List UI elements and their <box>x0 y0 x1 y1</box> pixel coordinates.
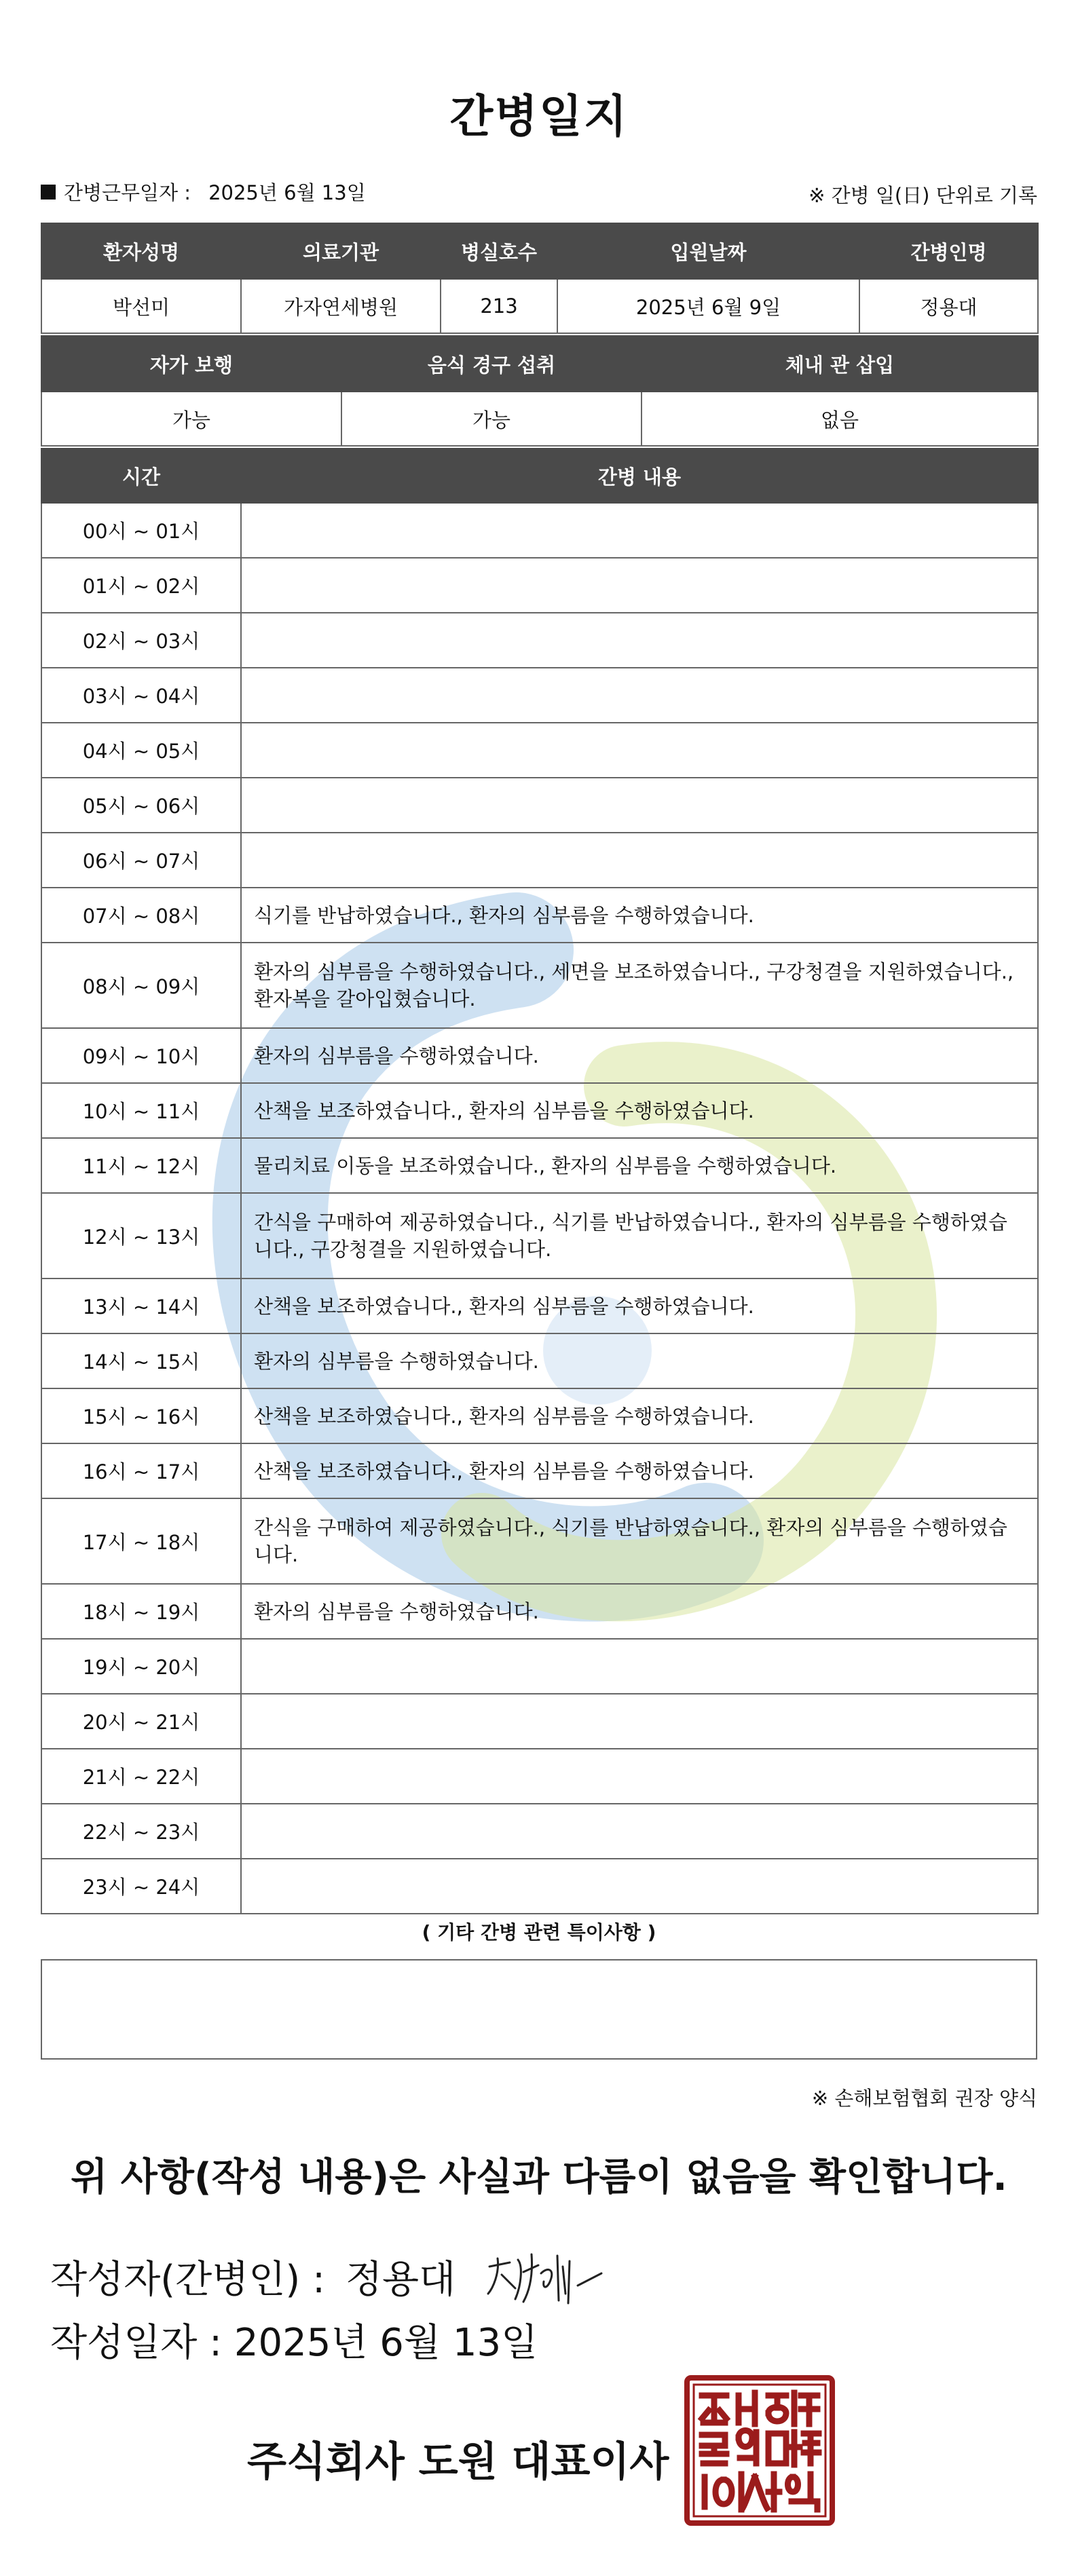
care-note: 환자의 심부름을 수행하였습니다. <box>241 1028 1038 1083</box>
caregiver-name: 정용대 <box>859 279 1038 333</box>
table-row <box>41 613 1038 668</box>
care-note: 환자의 심부름을 수행하였습니다., 세면을 보조하였습니다., 구강청결을 지원하였습니다., 환자복을 갈아입혔습니다. <box>241 943 1038 1028</box>
time-slot: 17시 ~ 18시 <box>41 1498 241 1584</box>
time-slot: 23시 ~ 24시 <box>41 1859 241 1914</box>
time-slot: 14시 ~ 15시 <box>41 1333 241 1388</box>
time-slot: 11시 ~ 12시 <box>41 1138 241 1193</box>
table-row <box>41 833 1038 888</box>
table-row <box>41 1333 1038 1388</box>
time-slot: 22시 ~ 23시 <box>41 1804 241 1859</box>
signature-icon <box>483 2246 612 2307</box>
header-room-number: 병실호수 <box>441 223 557 279</box>
confirmation-statement: 위 사항(작성 내용)은 사실과 다름이 없음을 확인합니다. <box>71 2155 1007 2199</box>
time-slot: 21시 ~ 22시 <box>41 1749 241 1804</box>
writer-name: 정용대 <box>345 2258 456 2302</box>
care-note <box>241 1694 1038 1749</box>
table-row <box>41 1859 1038 1914</box>
time-slot: 12시 ~ 13시 <box>41 1193 241 1278</box>
time-slot: 01시 ~ 02시 <box>41 558 241 613</box>
table-row <box>41 1639 1038 1694</box>
care-note: 환자의 심부름을 수행하였습니다. <box>241 1584 1038 1639</box>
header-patient-name: 환자성명 <box>41 223 241 279</box>
time-slot: 19시 ~ 20시 <box>41 1639 241 1694</box>
written-date-row <box>50 2313 538 2367</box>
care-note: 간식을 구매하여 제공하였습니다., 식기를 반납하였습니다., 환자의 심부름을 수행하였습니다., 구강청결을 지원하였습니다. <box>241 1193 1038 1278</box>
company-representative: 주식회사 도원 대표이사 <box>247 2438 669 2486</box>
header-time: 시간 <box>41 449 241 503</box>
time-slot: 18시 ~ 19시 <box>41 1584 241 1639</box>
care-note <box>241 1639 1038 1694</box>
square-bullet-icon <box>41 185 56 200</box>
table-row <box>41 558 1038 613</box>
written-date-label: 작성일자 : <box>50 2321 223 2365</box>
header-tube-insertion: 체내 관 삽입 <box>642 336 1038 392</box>
care-note: 산책을 보조하였습니다., 환자의 심부름을 수행하였습니다. <box>241 1443 1038 1498</box>
table-row <box>41 503 1038 558</box>
time-slot: 05시 ~ 06시 <box>41 778 241 833</box>
header-admission-date: 입원날짜 <box>557 223 859 279</box>
table-row <box>41 1388 1038 1443</box>
header-caregiver-name: 간병인명 <box>859 223 1038 279</box>
care-note: 간식을 구매하여 제공하였습니다., 식기를 반납하였습니다., 환자의 심부름을 수행하였습니다. <box>241 1498 1038 1584</box>
time-slot: 20시 ~ 21시 <box>41 1694 241 1749</box>
room-number: 213 <box>441 279 557 333</box>
remarks-box <box>41 1959 1037 2060</box>
table-row <box>41 1138 1038 1193</box>
header-oral-intake: 음식 경구 섭취 <box>341 336 642 392</box>
written-date-value: 2025년 6월 13일 <box>234 2321 538 2365</box>
table-row <box>41 1443 1038 1498</box>
header-hospital: 의료기관 <box>241 223 441 279</box>
patient-info-header-row <box>41 223 1038 279</box>
header-care-content: 간병 내용 <box>241 449 1038 503</box>
record-unit-note: ※ 간병 일(日) 단위로 기록 <box>809 184 1037 207</box>
care-note <box>241 1804 1038 1859</box>
care-note <box>241 778 1038 833</box>
table-row <box>41 1193 1038 1278</box>
time-slot: 07시 ~ 08시 <box>41 888 241 943</box>
care-note: 산책을 보조하였습니다., 환자의 심부름을 수행하였습니다. <box>241 1083 1038 1138</box>
care-note <box>241 1859 1038 1914</box>
table-row <box>41 888 1038 943</box>
table-row <box>41 778 1038 833</box>
form-source-note: ※ 손해보험협회 권장 양식 <box>811 2087 1037 2110</box>
hospital-name: 가자연세병원 <box>241 279 441 333</box>
care-note: 식기를 반납하였습니다., 환자의 심부름을 수행하였습니다. <box>241 888 1038 943</box>
care-note <box>241 613 1038 668</box>
header-self-walking: 자가 보행 <box>41 336 341 392</box>
time-slot: 03시 ~ 04시 <box>41 668 241 723</box>
work-date-row <box>41 178 366 206</box>
time-slot: 13시 ~ 14시 <box>41 1278 241 1333</box>
table-row <box>41 1083 1038 1138</box>
table-row <box>41 1749 1038 1804</box>
table-row <box>41 1584 1038 1639</box>
patient-status-value-row <box>41 392 1038 446</box>
care-note <box>241 833 1038 888</box>
work-date-value: 2025년 6월 13일 <box>208 181 366 204</box>
care-note <box>241 558 1038 613</box>
writer-label: 작성자(간병인) : <box>50 2258 325 2302</box>
self-walking-value: 가능 <box>41 392 341 446</box>
patient-name: 박선미 <box>41 279 241 333</box>
table-row <box>41 1278 1038 1333</box>
care-note: 산책을 보조하였습니다., 환자의 심부름을 수행하였습니다. <box>241 1388 1038 1443</box>
table-row <box>41 1804 1038 1859</box>
remarks-label: ( 기타 간병 관련 특이사항 ) <box>422 1921 656 1944</box>
time-slot: 15시 ~ 16시 <box>41 1388 241 1443</box>
care-note: 물리치료 이동을 보조하였습니다., 환자의 심부름을 수행하였습니다. <box>241 1138 1038 1193</box>
company-seal-icon <box>684 2375 835 2526</box>
table-row <box>41 943 1038 1028</box>
time-slot: 16시 ~ 17시 <box>41 1443 241 1498</box>
time-slot: 09시 ~ 10시 <box>41 1028 241 1083</box>
care-log-header-row <box>41 449 1038 503</box>
admission-date: 2025년 6월 9일 <box>557 279 859 333</box>
table-row <box>41 1498 1038 1584</box>
time-slot: 04시 ~ 05시 <box>41 723 241 778</box>
table-row <box>41 1694 1038 1749</box>
time-slot: 06시 ~ 07시 <box>41 833 241 888</box>
time-slot: 08시 ~ 09시 <box>41 943 241 1028</box>
patient-info-table <box>41 223 1039 334</box>
patient-status-table <box>41 335 1039 447</box>
time-slot: 00시 ~ 01시 <box>41 503 241 558</box>
time-slot: 02시 ~ 03시 <box>41 613 241 668</box>
oral-intake-value: 가능 <box>341 392 642 446</box>
care-note: 산책을 보조하였습니다., 환자의 심부름을 수행하였습니다. <box>241 1278 1038 1333</box>
care-note <box>241 503 1038 558</box>
time-slot: 10시 ~ 11시 <box>41 1083 241 1138</box>
table-row <box>41 1028 1038 1083</box>
care-note <box>241 668 1038 723</box>
table-row <box>41 668 1038 723</box>
work-date-label: 간병근무일자 : <box>64 181 191 204</box>
care-log-table <box>41 448 1039 1914</box>
care-note: 환자의 심부름을 수행하였습니다. <box>241 1333 1038 1388</box>
patient-info-value-row <box>41 279 1038 333</box>
care-note <box>241 723 1038 778</box>
writer-row <box>50 2246 612 2307</box>
page-title: 간병일지 <box>449 90 629 143</box>
care-note <box>241 1749 1038 1804</box>
table-row <box>41 723 1038 778</box>
patient-status-header-row <box>41 336 1038 392</box>
tube-insertion-value: 없음 <box>642 392 1038 446</box>
